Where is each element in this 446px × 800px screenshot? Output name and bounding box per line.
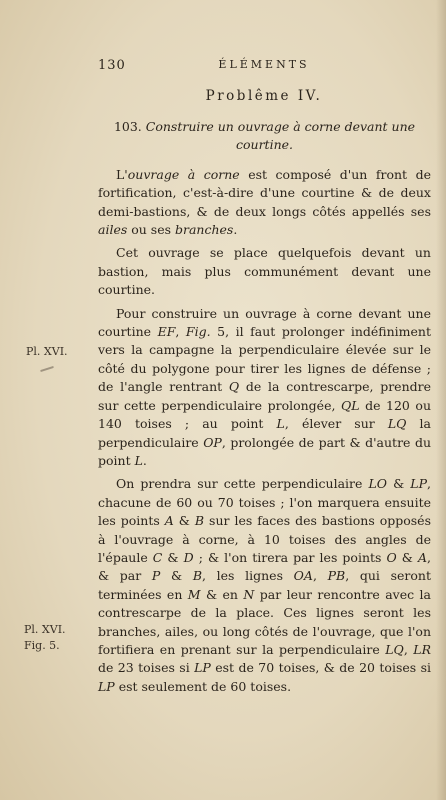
- page-number: 130: [98, 58, 126, 73]
- running-head: [98, 58, 430, 80]
- page-edge-shadow: [436, 0, 446, 800]
- margin-note-figure: Fig. 5.: [24, 639, 60, 652]
- margin-note-plate-figure-ref: [24, 622, 66, 654]
- paragraph-construction: Pour construire un ouvrage à corne devant une courtine EF, Fig. 5, il faut prolonger indéfiniment vers la campagne la perpendiculaire élevée sur le côté du polygone pour tirer les lignes de défense ; de l'angle rentrant Q de la contrescarpe, prendre sur cette perpendiculaire prolongée, QL de 120 ou 140 toises ; au point L, élever sur LQ la perpendiculaire OP, prolongée de part & d'autre du point L.: [98, 305, 431, 468]
- section-number: 103.: [113, 119, 142, 134]
- margin-note-plate: Pl. XVI.: [24, 623, 66, 636]
- margin-note-plate-ref: Pl. XVI.: [26, 345, 68, 358]
- section-title-text: Construire un ouvrage à corne devant une courtine.: [145, 119, 416, 153]
- section-body: [98, 118, 431, 701]
- problem-heading: Problême IV.: [205, 88, 323, 104]
- paragraph-branches: On prendra sur cette perpendiculaire LO & LP, chacune de 60 ou 70 toises ; l'on marquera ensuite les points A & B sur les faces des bastions opposés à l'ouvrage à corne, à 10 toises des angles de l'épaule C & D ; & l'on tirera par les points O & A, & par P & B, les lignes OA, PB, qui seront terminées en M & en N par leur rencontre avec la contrescarpe de la place. Ces lignes seront les branches, ailes, ou long côtés de l'ouvrage, que l'on fortifiera en prenant sur la perpendiculaire LQ, LR de 23 toises si LP est de 70 toises, & de 20 toises si LP est seulement de 60 toises.: [98, 476, 431, 694]
- running-title: ÉLÉMENTS: [218, 58, 310, 71]
- paragraph-definition: L'ouvrage à corne est composé d'un front de fortification, c'est-à-dire d'une courtine & de deux demi-bastions, & de deux longs côtés appellés ses ailes ou ses branches.: [98, 166, 431, 238]
- section-title: [98, 118, 431, 155]
- pencil-mark: [40, 366, 54, 372]
- paragraph-placement: Cet ouvrage se place quelquefois devant un bastion, mais plus communément devant une courtine.: [98, 245, 431, 298]
